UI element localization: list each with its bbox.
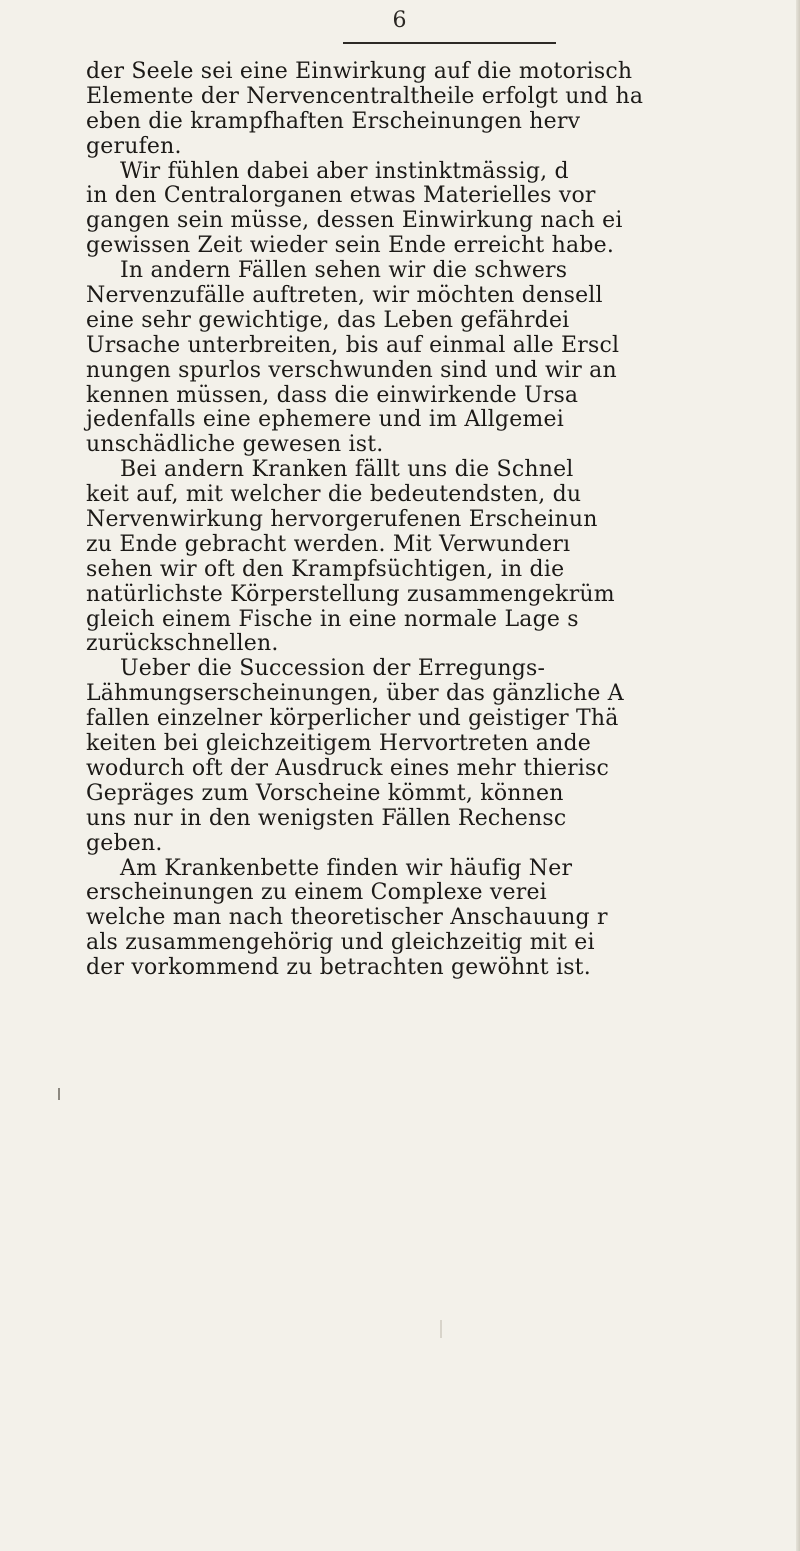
text-line: eine sehr gewichtige, das Leben gefährdei	[86, 307, 570, 333]
text-line: der Seele sei eine Einwirkung auf die motorisch	[86, 59, 633, 84]
text-line: zu Ende gebracht werden. Mit Verwunderı	[86, 531, 571, 557]
text-line: eben die krampfhaften Erscheinungen herv	[86, 108, 581, 134]
paragraph-start-line: Am Krankenbette finden wir häufig Ner	[120, 855, 573, 881]
paragraph-start-line: Ueber die Succession der Erregungs-	[120, 656, 546, 682]
text-line: Nervenzufälle auftreten, wir möchten densell	[86, 283, 603, 309]
text-line: Lähmungserscheinungen, über das gänzliche A	[86, 681, 624, 707]
text-line: gangen sein müsse, dessen Einwirkung nach ei	[86, 208, 623, 234]
body-text	[86, 60, 800, 981]
text-line: natürlichste Körperstellung zusammengekrüm	[86, 581, 615, 607]
header-rule	[343, 42, 556, 44]
text-line: welche man nach theoretischer Anschauung r	[86, 905, 608, 931]
text-line: keiten bei gleichzeitigem Hervortreten ande	[86, 731, 591, 757]
text-line: uns nur in den wenigsten Fällen Rechensc	[86, 805, 567, 831]
text-line: Elemente der Nervencentraltheile erfolgt und ha	[86, 83, 644, 109]
paragraph-start-line: Wir fühlen dabei aber instinktmässig, d	[120, 158, 569, 184]
text-line: wodurch oft der Ausdruck eines mehr thierisc	[86, 755, 610, 781]
paper-blemish	[440, 1320, 442, 1338]
text-line: kennen müssen, dass die einwirkende Ursa	[86, 382, 579, 408]
text-line: jedenfalls eine ephemere und im Allgemei	[86, 407, 564, 433]
text-line: gleich einem Fische in eine normale Lage s	[86, 606, 579, 632]
text-line: gewissen Zeit wieder sein Ende erreicht habe.	[86, 233, 615, 259]
text-line: nungen spurlos verschwunden sind und wir an	[86, 357, 617, 383]
text-line: als zusammengehörig und gleichzeitig mit ei	[86, 930, 595, 956]
page-edge	[796, 0, 800, 1551]
margin-mark	[58, 1088, 60, 1100]
text-line: geben.	[86, 830, 163, 856]
text-line: Ursache unterbreiten, bis auf einmal alle Erscl	[86, 332, 620, 358]
text-line: keit auf, mit welcher die bedeutendsten, du	[86, 482, 582, 508]
text-line: zurückschnellen.	[86, 631, 279, 657]
text-line: sehen wir oft den Krampfsüchtigen, in die	[86, 556, 565, 582]
text-line: erscheinungen zu einem Complexe verei	[86, 880, 547, 906]
paragraph-start-line: Bei andern Kranken fällt uns die Schnel	[120, 457, 574, 483]
text-line: Nervenwirkung hervorgerufenen Erscheinun	[86, 507, 598, 533]
text-line: fallen einzelner körperlicher und geistiger Thä	[86, 706, 619, 732]
text-line: in den Centralorganen etwas Materielles vor	[86, 183, 596, 209]
paragraph-start-line: In andern Fällen sehen wir die schwers	[120, 258, 568, 284]
text-line: unschädliche gewesen ist.	[86, 432, 384, 458]
text-line: gerufen.	[86, 133, 182, 159]
page-number: 6	[392, 8, 408, 33]
text-line: der vorkommend zu betrachten gewöhnt ist.	[86, 955, 591, 981]
text-line: Gepräges zum Vorscheine kömmt, können	[86, 780, 564, 806]
